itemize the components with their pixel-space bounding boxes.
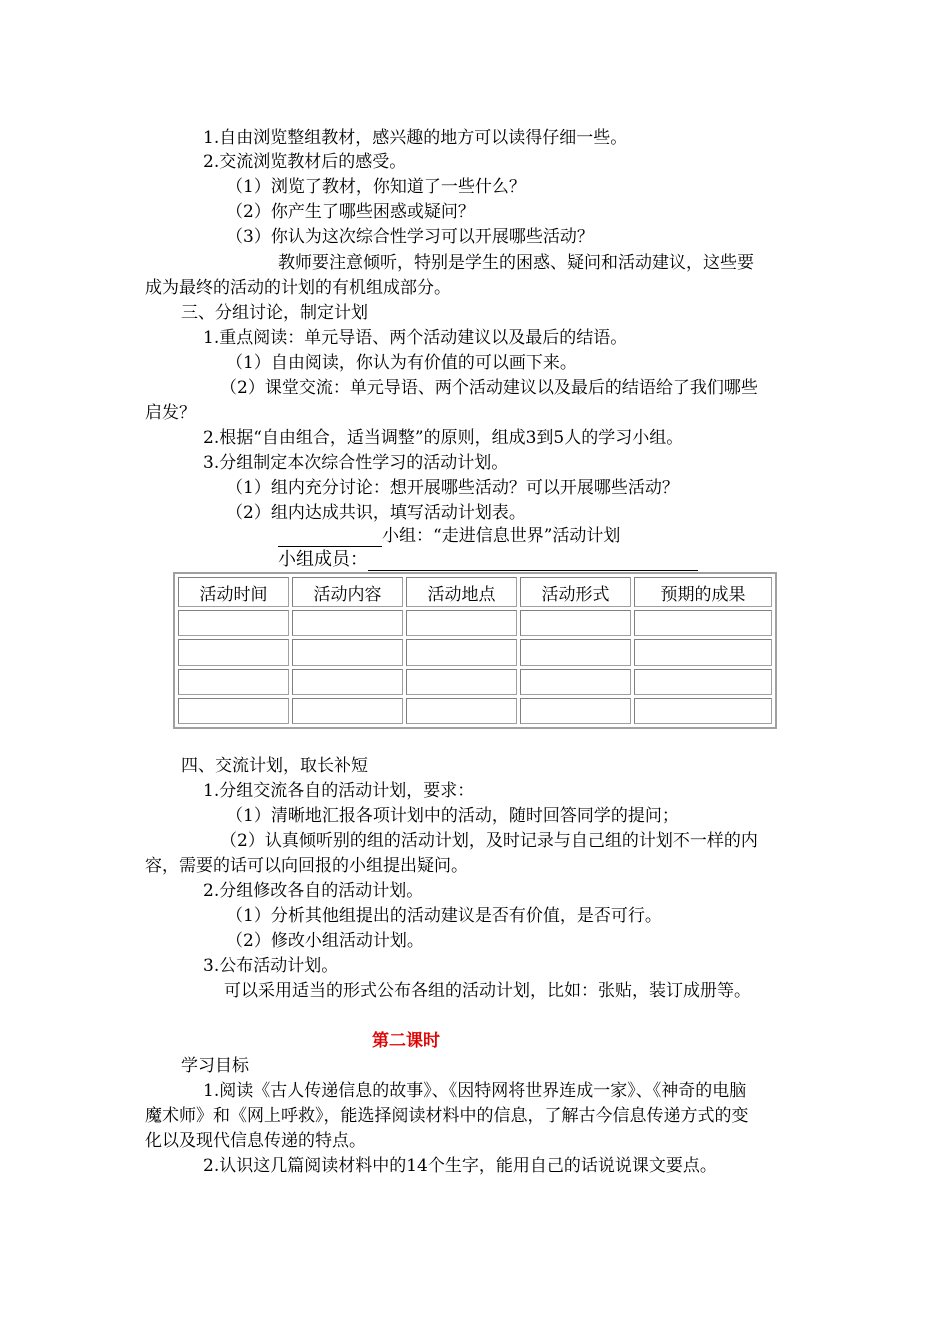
table-cell: [520, 698, 631, 724]
goal-1-line2: 魔术师》和《网上呼救》，能选择阅读材料中的信息，了解古今信息传递方式的变: [145, 1106, 749, 1126]
header-format: 活动形式: [520, 577, 631, 607]
goal-1-line3: 化以及现代信息传递的特点。: [145, 1131, 366, 1151]
goal-2: 2.认识这几篇阅读材料中的14个生字，能用自己的话说说课文要点。: [203, 1156, 717, 1176]
table-row: [178, 669, 772, 695]
form-members-line: [278, 549, 698, 571]
req-listen-line1: （2）认真倾听别的组的活动计划，及时记录与自己组的计划不一样的内: [220, 831, 758, 851]
step-form-groups: 2.根据“自由组合，适当调整”的原则，组成3到5人的学习小组。: [203, 428, 684, 448]
goal-1-line1: 1.阅读《古人传递信息的故事》、《因特网将世界连成一家》、《神奇的电脑: [203, 1081, 747, 1101]
sub-analyze: （1）分析其他组提出的活动建议是否有价值，是否可行。: [226, 906, 662, 926]
table-cell: [520, 639, 631, 665]
table-cell: [406, 669, 517, 695]
sub-class-share-line1: （2）课堂交流：单元导语、两个活动建议以及最后的结语给了我们哪些: [220, 378, 758, 398]
table-cell: [178, 639, 289, 665]
table-cell: [292, 669, 403, 695]
req-report: （1）清晰地汇报各项计划中的活动，随时回答同学的提问；: [226, 806, 679, 826]
table-cell: [292, 698, 403, 724]
table-cell: [406, 610, 517, 636]
question-3: （3）你认为这次综合性学习可以开展哪些活动？: [226, 227, 594, 247]
section-heading-4: 四、交流计划，取长补短: [181, 756, 368, 776]
table-cell: [520, 669, 631, 695]
req-listen-line2: 容，需要的话可以向回报的小组提出疑问。: [145, 856, 468, 876]
sub-modify: （2）修改小组活动计划。: [226, 931, 424, 951]
form-members-label: 小组成员：: [278, 549, 368, 570]
header-outcome: 预期的成果: [634, 577, 772, 607]
table-cell: [178, 698, 289, 724]
members-blank: [368, 552, 698, 571]
table-cell: [178, 669, 289, 695]
table-cell: [406, 639, 517, 665]
step-make-plan: 3.分组制定本次综合性学习的活动计划。: [203, 453, 509, 473]
table-cell: [634, 610, 772, 636]
section-heading-3: 三、分组讨论，制定计划: [181, 303, 368, 323]
table-cell: [178, 610, 289, 636]
question-1: （1）浏览了教材，你知道了一些什么？: [226, 177, 526, 197]
step-share: 2.交流浏览教材后的感受。: [203, 152, 407, 172]
table-row: [178, 610, 772, 636]
teacher-note-line1: 教师要注意倾听，特别是学生的困惑、疑问和活动建议，这些要: [278, 253, 754, 273]
teacher-note-line2: 成为最终的活动的计划的有机组成部分。: [145, 278, 451, 298]
group-name-blank: [278, 528, 382, 547]
table-row: [178, 698, 772, 724]
publish-detail: 可以采用适当的形式公布各组的活动计划，比如：张贴，装订成册等。: [224, 981, 751, 1001]
goals-heading: 学习目标: [181, 1056, 249, 1076]
table-cell: [634, 639, 772, 665]
sub-fill-form: （2）组内达成共识，填写活动计划表。: [226, 503, 526, 523]
table-cell: [292, 610, 403, 636]
step-focus-read: 1.重点阅读：单元导语、两个活动建议以及最后的结语。: [203, 328, 628, 348]
step-publish: 3.公布活动计划。: [203, 956, 339, 976]
table-cell: [634, 669, 772, 695]
form-title-line: [278, 525, 620, 547]
table-cell: [520, 610, 631, 636]
header-content: 活动内容: [292, 577, 403, 607]
table-row: [178, 639, 772, 665]
step-exchange: 1.分组交流各自的活动计划，要求：: [203, 781, 475, 801]
activity-plan-table: [173, 572, 777, 729]
table-cell: [292, 639, 403, 665]
step-revise: 2.分组修改各自的活动计划。: [203, 881, 424, 901]
step-browse: 1.自由浏览整组教材，感兴趣的地方可以读得仔细一些。: [203, 128, 628, 148]
table-cell: [406, 698, 517, 724]
lesson-title: 第二课时: [372, 1031, 440, 1051]
header-location: 活动地点: [406, 577, 517, 607]
sub-class-share-line2: 启发？: [145, 403, 196, 423]
form-title: 小组：“走进信息世界”活动计划: [382, 526, 621, 546]
header-time: 活动时间: [178, 577, 289, 607]
table-cell: [634, 698, 772, 724]
sub-discuss: （1）组内充分讨论：想开展哪些活动？可以开展哪些活动？: [226, 478, 679, 498]
sub-free-read: （1）自由阅读，你认为有价值的可以画下来。: [226, 353, 577, 373]
table-header-row: [178, 577, 772, 607]
question-2: （2）你产生了哪些困惑或疑问？: [226, 202, 475, 222]
